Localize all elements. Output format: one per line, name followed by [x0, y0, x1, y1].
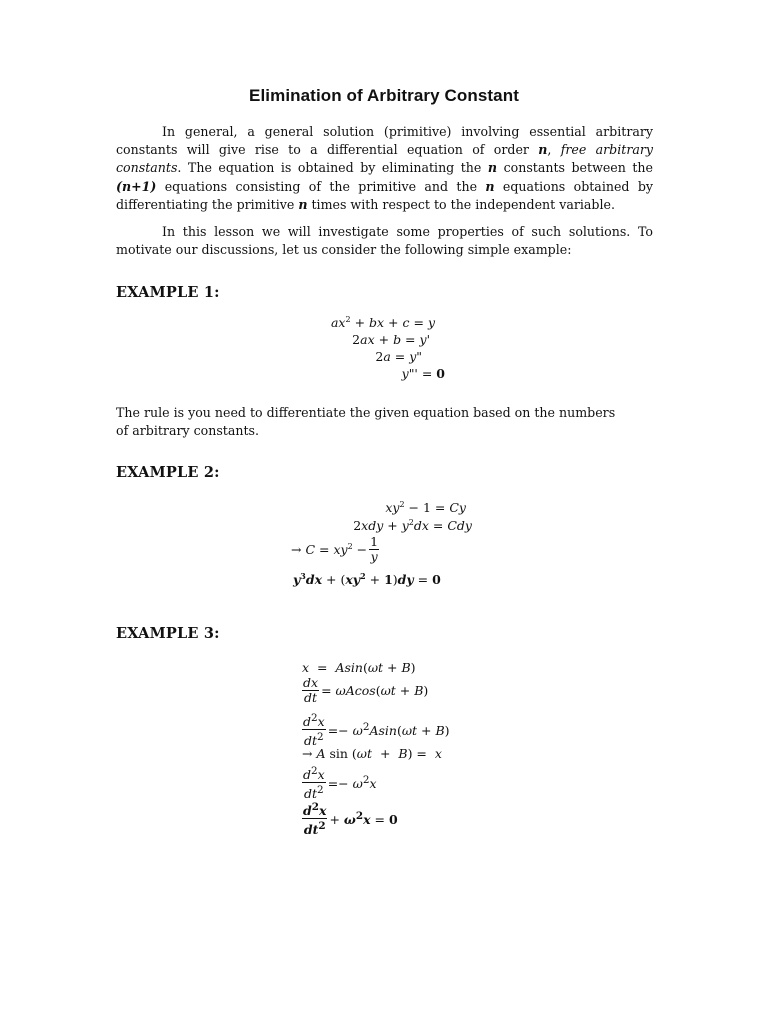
equation: $y^3dx + (xy^2 + 1)dy = 0$	[293, 571, 441, 587]
equation: $xy^2 - 1 = Cy$	[385, 500, 466, 515]
example-1-heading: EXAMPLE 1:	[116, 284, 220, 301]
equation: $\frac{d^2x}{dt^2}$ =− $\omega^2Asin(\omega t + B)$	[303, 712, 450, 749]
equation: 2ax + b = y'	[352, 332, 430, 347]
equation: $\frac{d^2x}{dt^2}$ + $\omega^2x = 0$	[303, 801, 398, 838]
equation: $\frac{dx}{dt}$ = ωAcos(ωt + B)	[303, 675, 429, 705]
example-2-heading: EXAMPLE 2:	[116, 464, 220, 481]
equation: $2xdy + y^2dx$ = Cdy	[353, 518, 472, 533]
equation: y"' = 0	[401, 366, 445, 381]
intro-paragraph: In general, a general solution (primitive) involving essential arbitrary constants will give rise to a differential equation of order n, free arbitrary constants. The equation is obtained by eliminating the n constants between the (n+1) equations consisting of the primitive and the n equations obtained by differentiating the primitive n times with respect to the independent variable.	[116, 124, 653, 212]
example-3-heading: EXAMPLE 3:	[116, 625, 220, 642]
equation: $\frac{d^2x}{dt^2}$ =− $\omega^2x$	[303, 765, 377, 802]
lesson-paragraph: In this lesson we will investigate some properties of such solutions. To motivate our discussions, let us consider the following simple example:	[116, 224, 653, 258]
equation: → $C = xy^2$ − $\frac{1}{y}$	[291, 534, 379, 564]
equation: x = Asin(ωt + B)	[302, 660, 416, 675]
page-title: Elimination of Arbitrary Constant	[249, 86, 519, 105]
equation: → A sin (ωt + B) = x	[302, 746, 442, 761]
equation: $ax^2$ + bx + c = y	[330, 315, 435, 330]
equation: 2a = y"	[375, 349, 422, 364]
rule-paragraph: The rule is you need to differentiate the given equation based on the numbers of arbitrary constants.	[116, 405, 616, 439]
